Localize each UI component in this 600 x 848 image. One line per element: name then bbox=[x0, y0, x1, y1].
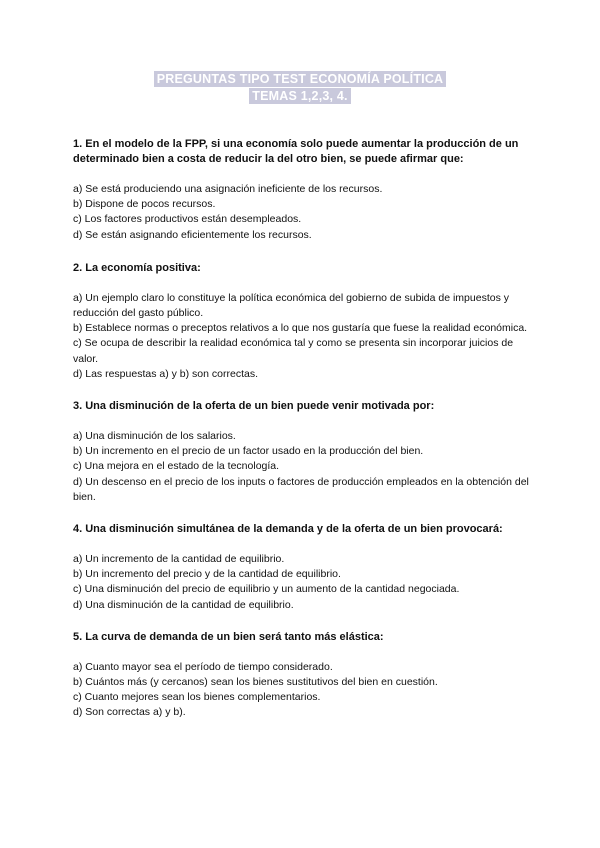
option-d: d) Las respuestas a) y b) son correctas. bbox=[73, 367, 258, 380]
options-list bbox=[73, 552, 533, 613]
option-a: a) Un ejemplo claro lo constituye la política económica del gobierno de subida de impuestos y reducción del gasto público. bbox=[73, 291, 509, 320]
option-c: c) Cuanto mejores sean los bienes complementarios. bbox=[73, 691, 321, 704]
question-title: 3. Una disminución de la oferta de un bien puede venir motivada por: bbox=[73, 400, 435, 413]
question-title: 5. La curva de demanda de un bien será tanto más elástica: bbox=[73, 630, 384, 643]
option-a: a) Se está produciendo una asignación ineficiente de los recursos. bbox=[73, 183, 383, 195]
question-title: 4. Una disminución simultánea de la demanda y de la oferta de un bien provocará: bbox=[73, 523, 503, 536]
question-3 bbox=[73, 399, 533, 505]
option-c: c) Se ocupa de describir la realidad económica tal y como se presenta sin incorporar juicios de valor. bbox=[73, 337, 514, 365]
question-5 bbox=[73, 630, 533, 721]
option-b: b) Cuántos más (y cercanos) sean los bienes sustitutivos del bien en cuestión. bbox=[73, 676, 438, 689]
option-c: c) Una disminución del precio de equilibrio y un aumento de la cantidad negociada. bbox=[73, 583, 460, 596]
document-title: PREGUNTAS TIPO TEST ECONOMÍA POLÍTICA bbox=[154, 71, 447, 87]
option-a: a) Cuanto mayor sea el período de tiempo considerado. bbox=[73, 660, 333, 673]
option-d: d) Son correctas a) y b). bbox=[73, 706, 186, 719]
question-1 bbox=[73, 137, 533, 243]
options-list bbox=[73, 429, 533, 505]
option-c: c) Una mejora en el estado de la tecnología. bbox=[73, 460, 280, 473]
options-list bbox=[73, 291, 533, 382]
option-a: a) Un incremento de la cantidad de equilibrio. bbox=[73, 553, 285, 566]
question-4 bbox=[73, 522, 533, 613]
question-2 bbox=[73, 261, 533, 382]
option-c: c) Los factores productivos están desempleados. bbox=[73, 213, 302, 226]
option-d: d) Se están asignando eficientemente los recursos. bbox=[73, 228, 312, 241]
document-header bbox=[0, 70, 600, 104]
document-subtitle: TEMAS 1,2,3, 4. bbox=[249, 88, 350, 104]
option-a: a) Una disminución de los salarios. bbox=[73, 430, 236, 443]
option-b: b) Un incremento en el precio de un factor usado en la producción del bien. bbox=[73, 445, 424, 458]
option-d: d) Una disminución de la cantidad de equilibrio. bbox=[73, 598, 294, 611]
options-list bbox=[73, 182, 533, 243]
question-title: 1. En el modelo de la FPP, si una economía solo puede aumentar la producción de un determinado bien a costa de reducir la del otro bien, se puede afirmar que: bbox=[73, 138, 519, 165]
options-list bbox=[73, 660, 533, 721]
questions-list bbox=[73, 137, 533, 721]
option-b: b) Establece normas o preceptos relativos a lo que nos gustaría que fuese la realidad económica. bbox=[73, 322, 528, 335]
question-title: 2. La economía positiva: bbox=[73, 261, 201, 274]
option-b: b) Un incremento del precio y de la cantidad de equilibrio. bbox=[73, 568, 341, 581]
option-d: d) Un descenso en el precio de los inputs o factores de producción empleados en la obtención del bien. bbox=[73, 475, 529, 503]
option-b: b) Dispone de pocos recursos. bbox=[73, 198, 216, 211]
